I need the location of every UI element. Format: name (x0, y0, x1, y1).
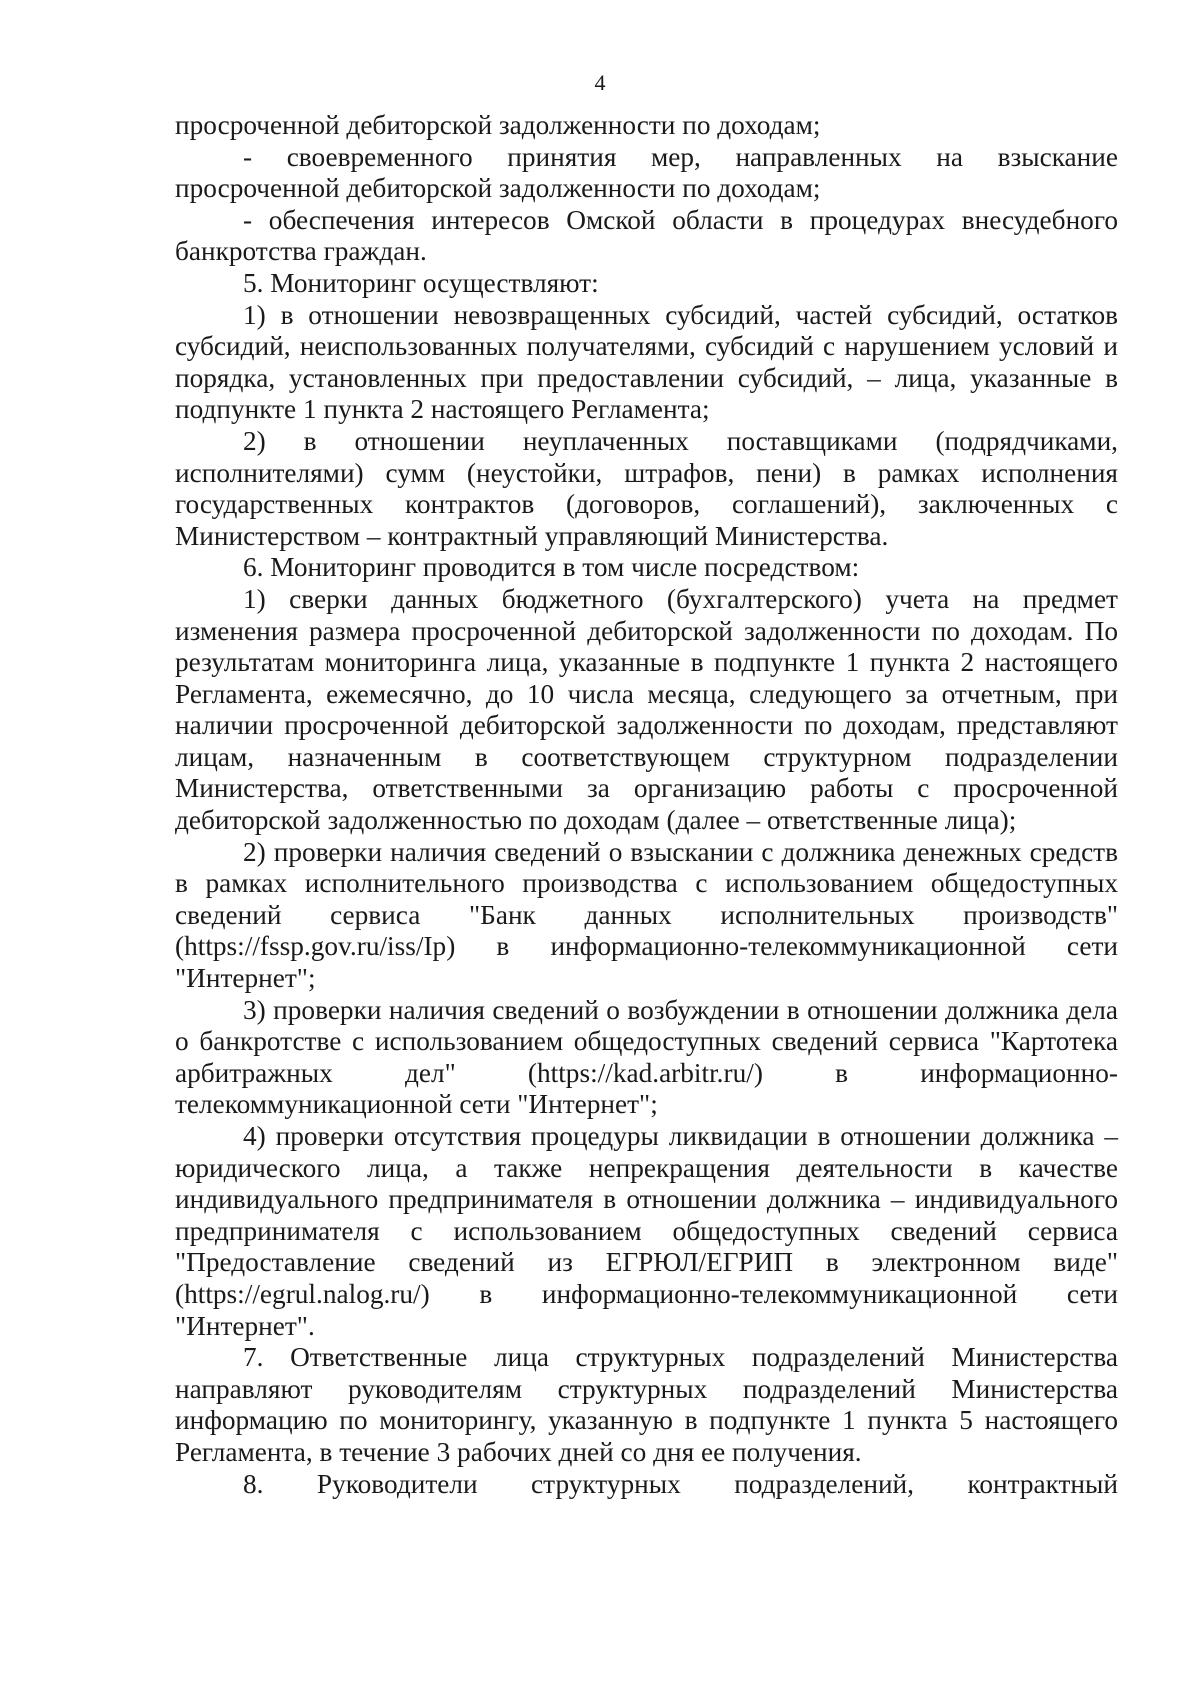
paragraph-subclause: 2) в отношении неуплаченных поставщиками (подрядчиками, исполнителями) сумм (неустойки, штрафов, пени) в рамках исполнения государственных контрактов (договоров, соглашений), заключенных с Министерством – контрактный управляющий Министерства. (175, 425, 1118, 551)
paragraph-clause-5: 5. Мониторинг осуществляют: (243, 267, 599, 298)
paragraph-subclause: 1) в отношении невозвращенных субсидий, частей субсидий, остатков субсидий, неиспользованных получателями, субсидий с нарушением условий и порядка, установленных при предоставлении субсидий, – лица, указанные в подпункте 1 пункта 2 настоящего Регламента; (175, 299, 1118, 425)
paragraph-list-item: - обеспечения интересов Омской области в процедурах внесудебного банкротства граждан. (175, 204, 1118, 267)
document-body (175, 110, 1118, 1500)
paragraph-continuation: просроченной дебиторской задолженности по доходам; (175, 110, 821, 140)
paragraph-clause-6: 6. Мониторинг проводится в том числе посредством: (243, 552, 860, 583)
paragraph-clause-7: 7. Ответственные лица структурных подразделений Министерства направляют руководителям структурных подразделений Министерства информацию по мониторингу, указанную в подпункте 1 пункта 5 настоящего Регламента, в течение 3 рабочих дней со дня ее получения. (175, 1342, 1118, 1467)
paragraph-subclause: 4) проверки отсутствия процедуры ликвидации в отношении должника – юридического лица, а также непрекращения деятельности в качестве индивидуального предпринимателя в отношении должника – индивидуального предпринимателя с использованием общедоступных сведений сервиса "Предоставление сведений из ЕГРЮЛ/ЕГРИП в электронном виде" (https://egrul.nalog.ru/) в информационно-телекоммуникационной сети "Интернет". (175, 1121, 1118, 1341)
paragraph-clause-8: 8. Руководители структурных подразделений, контрактный (243, 1468, 1118, 1499)
paragraph-subclause: 3) проверки наличия сведений о возбуждении в отношении должника дела о банкротстве с использованием общедоступных сведений сервиса "Картотека арбитражных дел" (https://kad.arbitr.ru/) в информационно-телекоммуникационной сети "Интернет"; (175, 994, 1118, 1120)
paragraph-subclause: 2) проверки наличия сведений о взыскании с должника денежных средств в рамках исполнительного производства с использованием общедоступных сведений сервиса "Банк данных исполнительных производств" (https://fssp.gov.ru/iss/Ip) в информационно-телекоммуникационной сети "Интернет"; (175, 836, 1118, 994)
paragraph-subclause: 1) сверки данных бюджетного (бухгалтерского) учета на предмет изменения размера просроченной дебиторской задолженности по доходам. По результатам мониторинга лица, указанные в подпункте 1 пункта 2 настоящего Регламента, ежемесячно, до 10 числа месяца, следующего за отчетным, при наличии просроченной дебиторской задолженности по доходам, представляют лицам, назначенным в соответствующем структурном подразделении Министерства, ответственными за организацию работы с просроченной дебиторской задолженностью по доходам (далее – ответственные лица); (175, 583, 1118, 836)
page-number: 4 (594, 70, 606, 95)
paragraph-list-item: - своевременного принятия мер, направленных на взыскание просроченной дебиторской задолженности по доходам; (175, 141, 1118, 204)
